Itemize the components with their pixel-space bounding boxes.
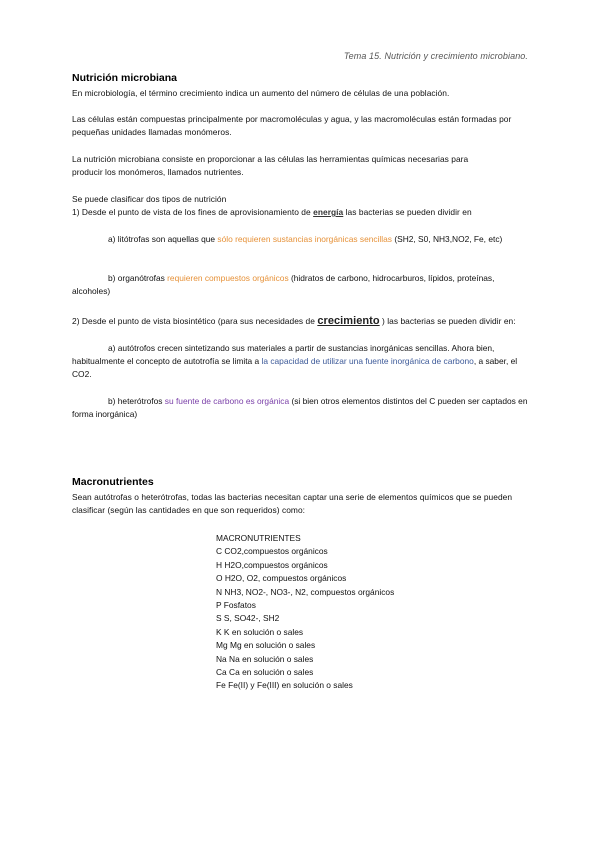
energia-term: energía (313, 207, 344, 217)
paragraph-macronutrientes: Sean autótrofas o heterótrofas, todas las bacterias necesitan captar una serie de elementos químicos que se pueden clasificar (según las cantidades en que son requeridos) como: (72, 492, 513, 515)
heading-nutricion: Nutrición microbiana (72, 72, 178, 84)
list-title: MACRONUTRIENTES (216, 533, 301, 543)
list-item: Na Na en solución o sales (216, 653, 314, 664)
list-item: Ca Ca en solución o sales (216, 667, 314, 678)
item-crecimiento (72, 314, 522, 328)
list-item: N NH3, NO2-, NO3-, N2, compuestos orgánicos (216, 586, 395, 597)
paragraph-celulas: Las células están compuestas principalmente por macromoléculas y agua, y las macromoléculas están formadas por pequeñas unidades llamadas monómeros. (72, 114, 512, 137)
organotrofas-pre: b) organótrofas (108, 273, 168, 283)
list-item: Fe Fe(II) y Fe(III) en solución o sales (216, 680, 353, 691)
item-autotrofos (72, 342, 528, 381)
macronutrient-list (216, 532, 394, 693)
paragraph-tipos: Se puede clasificar dos tipos de nutrición (72, 194, 227, 204)
organotrofas-highlight: requieren compuestos orgánicos (167, 273, 289, 283)
autotrofos-post: , a saber, el CO2. (72, 356, 518, 379)
litotrofas-post: (SH2, S0, NH3,NO2, Fe, etc) (392, 234, 503, 244)
organotrofas-post: (hidratos de carbono, hidrocarburos, lípidos, proteínas, alcoholes) (72, 273, 495, 296)
item-heterotrofos (72, 395, 528, 421)
list-item: C CO2,compuestos orgánicos (216, 546, 328, 557)
crecimiento-term: crecimiento (317, 315, 380, 327)
heterotrofos-highlight: su fuente de carbono es orgánica (164, 396, 290, 406)
item-energia-post: las bacterias se pueden dividir en (343, 207, 472, 217)
paragraph-crecimiento: En microbiología, el término crecimiento indica un aumento del número de células de una población. (72, 88, 450, 98)
item-energia (72, 206, 512, 219)
list-item: H H2O,compuestos orgánicos (216, 559, 328, 570)
list-item: P Fosfatos (216, 600, 256, 611)
heterotrofos-pre: b) heterótrofos (108, 396, 165, 406)
list-item: K K en solución o sales (216, 626, 304, 637)
list-item: O H2O, O2, compuestos orgánicos (216, 573, 347, 584)
item-crecimiento-post: ) las bacterias se pueden dividir en: (379, 316, 516, 326)
litotrofas-highlight: sólo requieren sustancias inorgánicas sencillas (217, 234, 392, 244)
item-organotrofas (72, 272, 522, 298)
list-item: Mg Mg en solución o sales (216, 640, 316, 651)
heading-macronutrientes: Macronutrientes (72, 476, 154, 488)
item-energia-pre: 1) Desde el punto de vista de los fines de aprovisionamiento de (72, 207, 314, 217)
heterotrofos-post: (si bien otros elementos distintos del C pueden ser captados en forma inorgánica) (72, 396, 528, 419)
running-header: Tema 15. Nutrición y crecimiento microbiano. (343, 51, 528, 61)
autotrofos-pre: a) autótrofos crecen sintetizando sus materiales a partir de sustancias inorgánicas sencillas. Ahora bien, habitualmente el concepto de autotrofía se limita a (72, 343, 495, 366)
litotrofas-pre: a) litótrofas son aquellas que (108, 234, 218, 244)
item-crecimiento-pre: 2) Desde el punto de vista biosintético (para sus necesidades de (72, 316, 318, 326)
paragraph-nutricion: La nutrición microbiana consiste en proporcionar a las células las herramientas químicas necesarias para producir los monómeros, llamados nutrientes. (72, 154, 469, 177)
item-litotrofas (72, 233, 522, 246)
list-item: S S, SO42-, SH2 (216, 613, 280, 624)
autotrofos-highlight: la capacidad de utilizar una fuente inorgánica de carbono (261, 356, 474, 366)
